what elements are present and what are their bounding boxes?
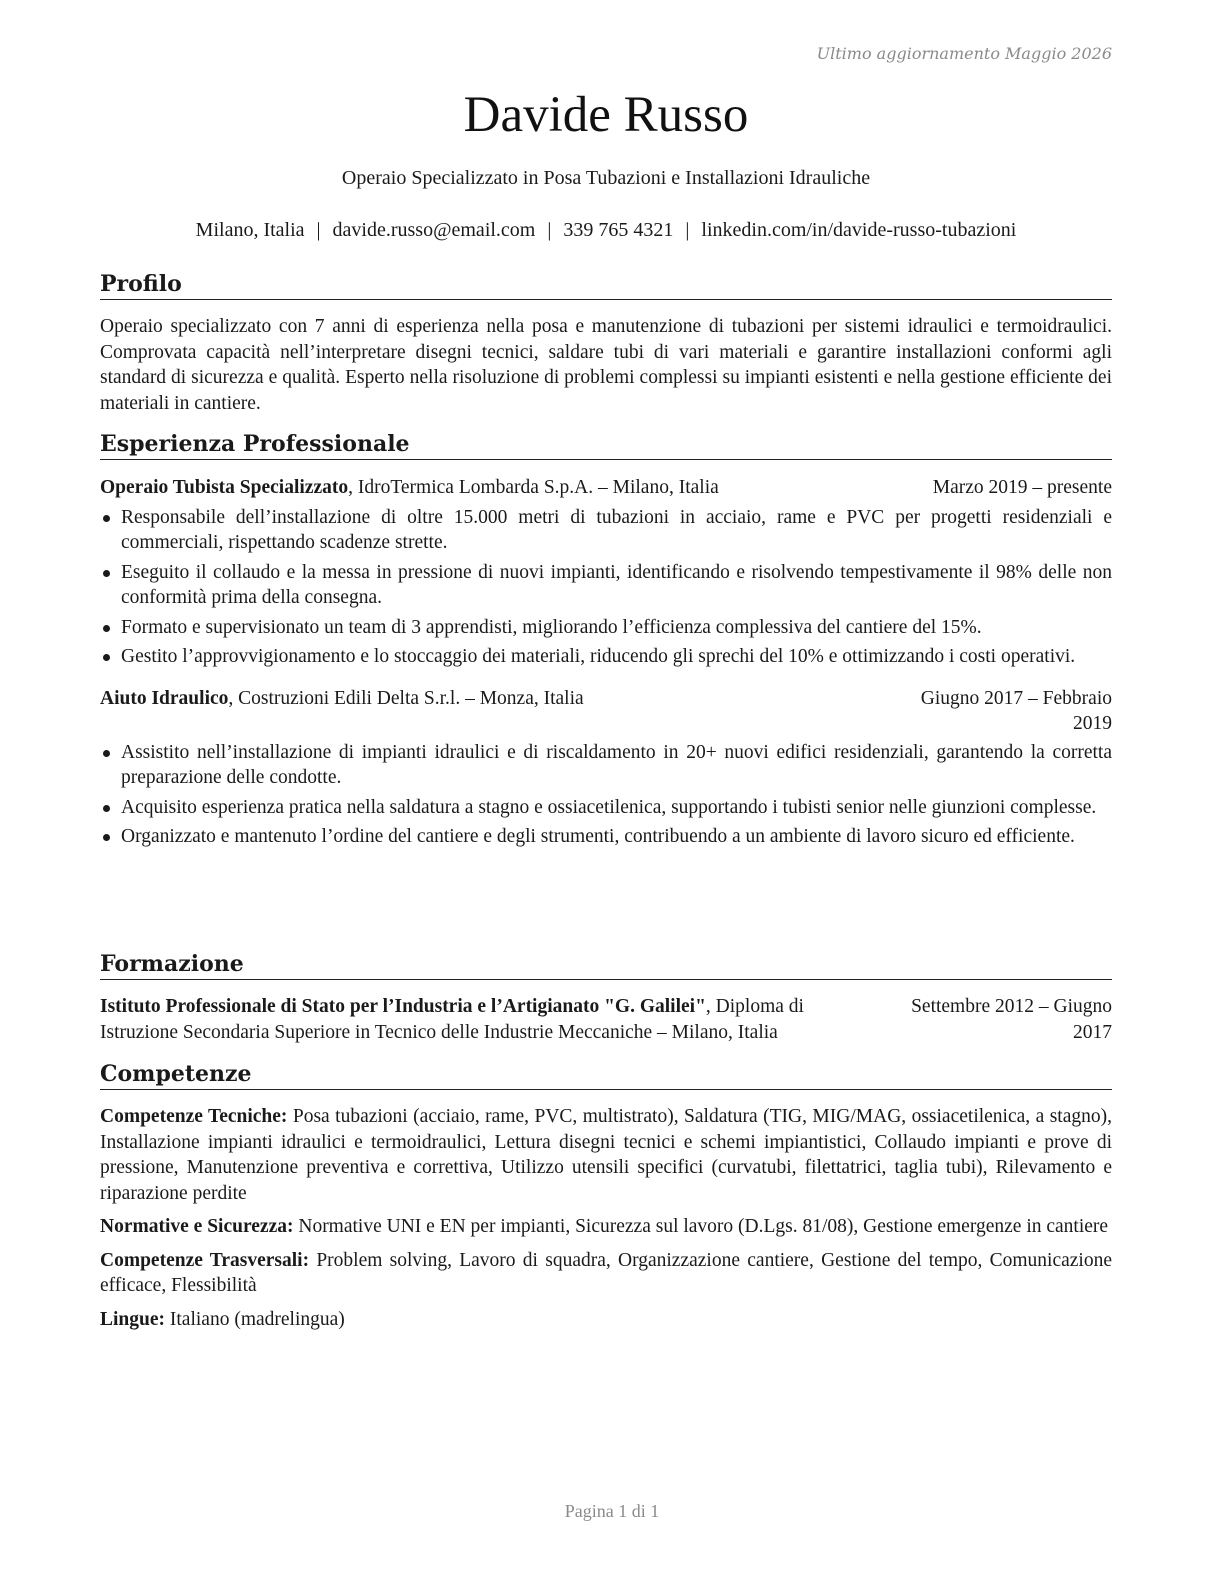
separator: | xyxy=(685,219,690,241)
job-header xyxy=(100,686,1112,737)
last-updated: Ultimo aggiornamento Maggio 2026 xyxy=(816,44,1112,63)
skill-text: Posa tubazioni (acciaio, rame, PVC, multistrato), Saldatura (TIG, MIG/MAG, ossiacetilenica, a stagno), Installazione impianti idraulici e termoidraulici, Lettura disegni tecnici e schemi impiantistici, Collaudo impianti e prove di pressione, Manutenzione preventiva e correttiva, Utilizzo utensili specifici (curvatubi, filettatrici, taglia tubi), Rilevamento e riparazione perdite xyxy=(100,1106,1112,1204)
page-number: Pagina 1 di 1 xyxy=(564,1501,660,1521)
candidate-name: Davide Russo xyxy=(463,87,749,143)
profile-section xyxy=(100,271,1112,416)
education-detail: Istruzione Secondaria Superiore in Tecnico delle Industrie Meccaniche – Milano, Italia xyxy=(100,1021,778,1043)
experience-section xyxy=(100,431,1112,854)
linkedin-link[interactable]: linkedin.com/in/davide-russo-tubazioni xyxy=(701,219,1017,241)
skill-group xyxy=(100,1248,1112,1299)
education-detail: , Diploma di xyxy=(705,996,804,1017)
list-item: Acquisito esperienza pratica nella saldatura a stagno e ossiacetilenica, supportando i tubisti senior nelle giunzioni complesse. xyxy=(100,795,1112,821)
education-dates-line: 2017 xyxy=(1073,1021,1112,1043)
section-title: Competenze xyxy=(100,1061,1112,1090)
education-section xyxy=(100,951,1112,1045)
skill-label: Competenze Trasversali: xyxy=(100,1249,310,1271)
skill-text: Italiano (madrelingua) xyxy=(165,1308,345,1330)
skill-text: Problem solving, Lavoro di squadra, Organizzazione cantiere, Gestione del tempo, Comunicazione efficace, Flessibilità xyxy=(100,1249,1112,1296)
profile-text: Operaio specializzato con 7 anni di esperienza nella posa e manutenzione di tubazioni per sistemi idraulici e termoidraulici. Comprovata capacità nell’interpretare disegni tecnici, saldare tubi di vari materiali e garantire installazioni conformi agli standard di sicurezza e qualità. Esperto nella risoluzione di problemi complessi su impianti esistenti e nella gestione efficiente dei materiali in cantiere. xyxy=(100,316,1112,414)
job-title: Operaio Specializzato in Posa Tubazioni e Installazioni Idrauliche xyxy=(341,167,871,189)
job-bullets xyxy=(100,505,1112,670)
education-entry xyxy=(100,994,1112,1045)
education-dates-line: Settembre 2012 – Giugno xyxy=(911,996,1112,1017)
job-bullets xyxy=(100,740,1112,850)
job-company: , IdroTermica Lombarda S.p.A. – Milano, Italia xyxy=(348,477,719,498)
list-item: Organizzato e mantenuto l’ordine del cantiere e degli strumenti, contribuendo a un ambiente di lavoro sicuro ed efficiente. xyxy=(100,824,1112,850)
section-title: Esperienza Professionale xyxy=(100,431,1112,460)
skill-label: Competenze Tecniche: xyxy=(100,1106,288,1127)
job-dates-line: 2019 xyxy=(1073,713,1112,734)
list-item: Assistito nell’installazione di impianti idraulici e di riscaldamento in 20+ nuovi edifici residenziali, garantendo la corretta preparazione delle condotte. xyxy=(100,740,1112,791)
skill-group xyxy=(100,1307,1112,1333)
list-item: Eseguito il collaudo e la messa in pressione di nuovi impianti, identificando e risolvendo tempestivamente il 98% delle non conformità prima della consegna. xyxy=(100,560,1112,611)
job-role: Operaio Tubista Specializzato xyxy=(100,477,349,498)
job-role: Aiuto Idraulico xyxy=(100,687,229,709)
skill-group xyxy=(100,1104,1112,1206)
email-link[interactable]: davide.russo@email.com xyxy=(332,219,536,241)
section-title: Profilo xyxy=(100,271,1112,300)
school-name: Istituto Professionale di Stato per l’Industria e l’Artigianato "G. Galilei" xyxy=(100,996,706,1017)
job-dates: Marzo 2019 – presente xyxy=(932,477,1112,498)
separator: | xyxy=(547,219,552,241)
education-dates xyxy=(911,994,1112,1045)
skill-text: Normative UNI e EN per impianti, Sicurezza sul lavoro (D.Lgs. 81/08), Gestione emergenze in cantiere xyxy=(293,1216,1109,1237)
contact-line xyxy=(100,219,1112,242)
job-header xyxy=(100,475,1112,501)
phone-number[interactable]: 339 765 4321 xyxy=(563,219,674,241)
list-item: Gestito l’approvvigionamento e lo stoccaggio dei materiali, riducendo gli sprechi del 10% e ottimizzando i costi operativi. xyxy=(100,644,1112,670)
resume-page xyxy=(100,0,1112,1584)
skills-list xyxy=(100,1104,1112,1332)
skill-group xyxy=(100,1214,1112,1240)
skill-label: Normative e Sicurezza: xyxy=(100,1216,294,1237)
section-title: Formazione xyxy=(100,951,1112,980)
skills-section xyxy=(100,1061,1112,1340)
location: Milano, Italia xyxy=(195,219,305,241)
skill-label: Lingue: xyxy=(100,1308,166,1330)
list-item: Responsabile dell’installazione di oltre 15.000 metri di tubazioni in acciaio, rame e PVC per progetti residenziali e commerciali, rispettando scadenze strette. xyxy=(100,505,1112,556)
job-dates-line: Giugno 2017 – Febbraio xyxy=(920,687,1112,709)
job-dates xyxy=(921,686,1112,737)
job-company: , Costruzioni Edili Delta S.r.l. – Monza, Italia xyxy=(228,687,584,709)
list-item: Formato e supervisionato un team di 3 apprendisti, migliorando l’efficienza complessiva del cantiere del 15%. xyxy=(100,615,1112,641)
separator: | xyxy=(316,219,321,241)
